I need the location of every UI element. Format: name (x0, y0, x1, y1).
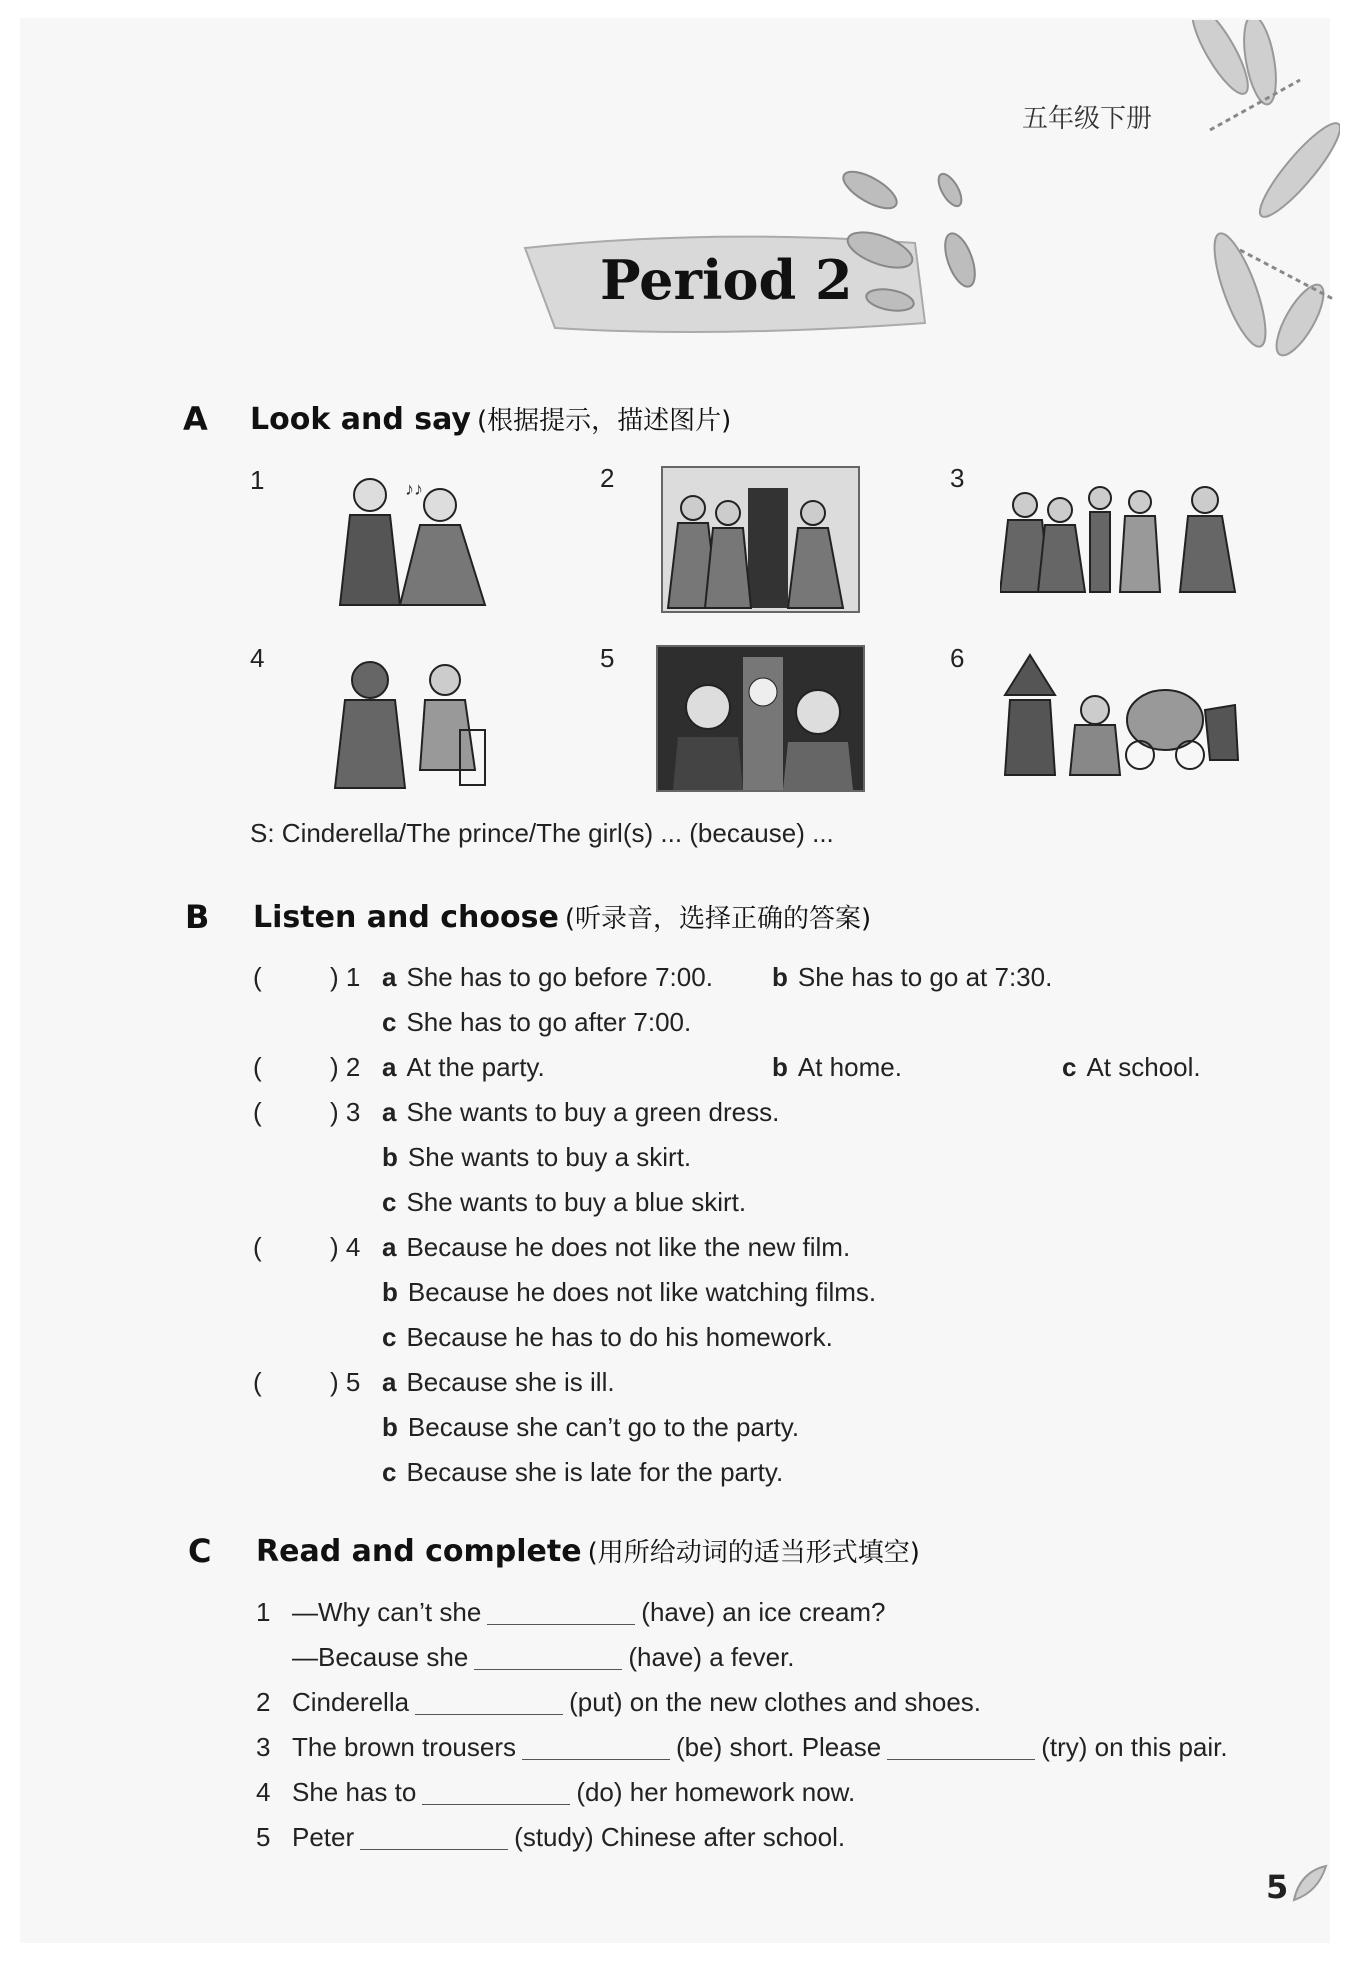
item-text-pre: She has to (292, 1777, 417, 1807)
picture-number-3: 3 (950, 463, 965, 493)
option-text: At school. (1086, 1052, 1201, 1082)
option-letter: b (382, 1277, 398, 1307)
item-text-post: (have) a fever. (628, 1642, 795, 1672)
option-4a[interactable] (382, 1232, 850, 1263)
item-text-post: (try) on this pair. (1041, 1732, 1228, 1762)
item-text-post: (put) on the new clothes and shoes. (569, 1687, 982, 1717)
option-letter: c (1062, 1052, 1077, 1082)
answer-paren-open: ( (253, 1232, 262, 1262)
option-2a[interactable] (382, 1052, 545, 1083)
section-b-title (253, 898, 871, 935)
option-text: She wants to buy a green dress. (406, 1097, 780, 1127)
item-number: 4 (256, 1777, 271, 1807)
option-letter: b (382, 1412, 398, 1442)
option-text: At the party. (406, 1052, 545, 1082)
option-letter: a (382, 1367, 397, 1397)
fill-item-5 (256, 1822, 845, 1853)
option-1a[interactable] (382, 962, 713, 993)
item-number: 1 (256, 1597, 271, 1627)
option-letter: a (382, 1052, 397, 1082)
answer-paren-open: ( (253, 962, 262, 992)
option-letter: c (382, 1187, 397, 1217)
item-text-pre: The brown trousers (292, 1732, 516, 1762)
fish-decoration-icon (830, 160, 1010, 330)
section-b-letter: B (185, 898, 210, 936)
answer-paren-open: ( (253, 1052, 262, 1082)
section-a-prompt: S: Cinderella/The prince/The girl(s) ... (because) ... (250, 818, 834, 848)
item-text-pre: Peter (292, 1822, 355, 1852)
option-text: Because he has to do his homework. (406, 1322, 833, 1352)
answer-blank[interactable] (474, 1647, 622, 1670)
answer-blank[interactable] (487, 1602, 635, 1625)
option-letter: a (382, 1097, 397, 1127)
section-b-title-cn: (听录音，选择正确的答案) (564, 904, 872, 934)
option-letter: a (382, 962, 397, 992)
option-3c[interactable] (382, 1187, 746, 1218)
option-text: She wants to buy a blue skirt. (406, 1187, 747, 1217)
answer-blank[interactable] (422, 1782, 570, 1805)
answer-blank[interactable] (415, 1692, 563, 1715)
option-1b[interactable] (772, 962, 1052, 993)
option-2b[interactable] (772, 1052, 902, 1083)
fill-item-2 (256, 1687, 981, 1718)
picture-3-group-with-prince (1000, 480, 1240, 595)
picture-5-box (656, 645, 865, 792)
option-text: She has to go before 7:00. (406, 962, 713, 992)
option-1c[interactable] (382, 1007, 691, 1038)
option-text: Because she is late for the party. (406, 1457, 784, 1487)
picture-number-2: 2 (600, 463, 615, 493)
picture-2-box (661, 466, 860, 613)
option-3a[interactable] (382, 1097, 779, 1128)
item-text-post: (do) her homework now. (576, 1777, 856, 1807)
option-letter: b (382, 1142, 398, 1172)
item-text-post: (study) Chinese after school. (514, 1822, 846, 1852)
question-number: ) 4 (330, 1232, 361, 1262)
section-a-title (250, 400, 731, 437)
option-4b[interactable] (382, 1277, 876, 1308)
svg-text:♪♪: ♪♪ (405, 479, 423, 499)
item-text-pre: Cinderella (292, 1687, 410, 1717)
option-5c[interactable] (382, 1457, 783, 1488)
section-a-title-text: Look and say (250, 402, 471, 437)
question-number: ) 3 (330, 1097, 361, 1127)
fill-item-1 (256, 1597, 886, 1628)
option-2c[interactable] (1062, 1052, 1201, 1083)
option-text: Because he does not like watching films. (407, 1277, 877, 1307)
section-a-letter: A (183, 400, 208, 438)
option-letter: b (772, 1052, 788, 1082)
picture-number-5: 5 (600, 643, 615, 673)
answer-blank[interactable] (522, 1737, 670, 1760)
picture-1-prince-and-cinderella-dancing (320, 470, 495, 610)
answer-blank[interactable] (360, 1827, 508, 1850)
option-5a[interactable] (382, 1367, 615, 1398)
answer-paren-open: ( (253, 1097, 262, 1127)
leaf-decoration-icon (1290, 1862, 1330, 1904)
picture-number-1: 1 (250, 465, 265, 495)
picture-6-fairy-and-carriage (1000, 650, 1240, 780)
answer-paren-open: ( (253, 1367, 262, 1397)
section-b-title-text: Listen and choose (253, 900, 559, 935)
item-text-post: (have) an ice cream? (641, 1597, 886, 1627)
picture-number-4: 4 (250, 643, 265, 673)
fill-item-1-reply (256, 1642, 795, 1673)
question-number: ) 1 (330, 962, 361, 992)
option-text: She has to go after 7:00. (406, 1007, 692, 1037)
page-number: 5 (1266, 1868, 1289, 1906)
option-text: She wants to buy a skirt. (407, 1142, 692, 1172)
item-number: 2 (256, 1687, 271, 1717)
section-a-title-cn: (根据提示，描述图片) (477, 406, 732, 436)
option-letter: c (382, 1457, 397, 1487)
section-c-title-cn: (用所给动词的适当形式填空) (587, 1538, 920, 1568)
option-text: Because she can’t go to the party. (407, 1412, 800, 1442)
page-title: Period 2 (600, 248, 853, 312)
answer-blank[interactable] (887, 1737, 1035, 1760)
option-letter: c (382, 1007, 397, 1037)
fill-item-4 (256, 1777, 855, 1808)
option-letter: a (382, 1232, 397, 1262)
item-number: 5 (256, 1822, 271, 1852)
option-letter: c (382, 1322, 397, 1352)
option-text: At home. (797, 1052, 902, 1082)
section-c-letter: C (188, 1532, 212, 1570)
picture-number-6: 6 (950, 643, 965, 673)
option-text: Because he does not like the new film. (406, 1232, 851, 1262)
question-number: ) 2 (330, 1052, 361, 1082)
picture-2-girls-at-door (663, 468, 858, 611)
fill-item-3 (256, 1732, 1228, 1763)
option-text: Because she is ill. (406, 1367, 615, 1397)
picture-5-prince-cinderella-clock (658, 647, 863, 790)
item-text-pre: —Because she (292, 1642, 469, 1672)
item-text-pre: —Why can’t she (292, 1597, 482, 1627)
grade-label: 五年级下册 (1022, 104, 1153, 134)
picture-4-stepmother-and-cinderella (325, 650, 495, 790)
section-c-title (256, 1532, 920, 1569)
item-number: 3 (256, 1732, 271, 1762)
option-3b[interactable] (382, 1142, 691, 1173)
option-letter: b (772, 962, 788, 992)
item-text-mid: (be) short. Please (675, 1732, 882, 1762)
option-5b[interactable] (382, 1412, 799, 1443)
option-4c[interactable] (382, 1322, 833, 1353)
section-c-title-text: Read and complete (256, 1534, 582, 1569)
dragonfly-decoration-icon (1150, 20, 1340, 360)
option-text: She has to go at 7:30. (797, 962, 1053, 992)
question-number: ) 5 (330, 1367, 361, 1397)
